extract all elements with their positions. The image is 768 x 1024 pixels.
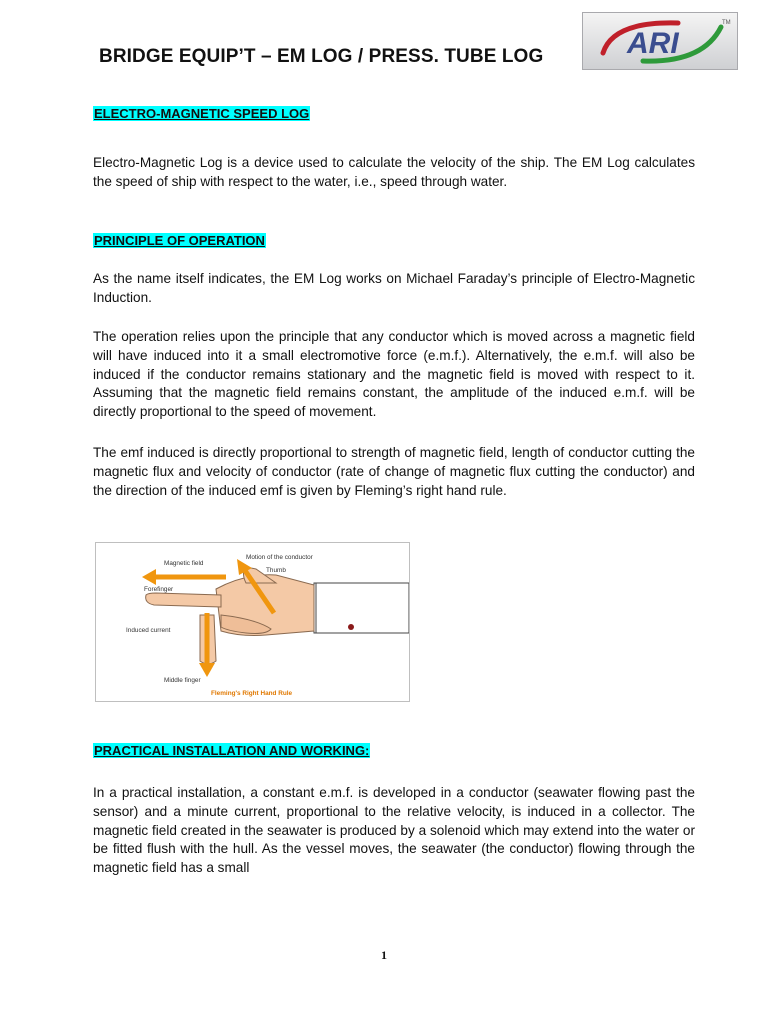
label-magnetic-field: Magnetic field <box>164 560 204 567</box>
label-thumb: Thumb <box>266 567 286 574</box>
paragraph: As the name itself indicates, the EM Log works on Michael Faraday’s principle of Electro-Magnetic Induction. <box>93 271 695 305</box>
logo-text: ARI <box>627 27 679 60</box>
label-forefinger: Forefinger <box>144 586 174 593</box>
section-heading-em-log: ELECTRO-MAGNETIC SPEED LOG <box>94 106 310 121</box>
section-heading-installation: PRACTICAL INSTALLATION AND WORKING: <box>94 743 370 758</box>
label-motion: Motion of the conductor <box>246 554 313 561</box>
figure-caption: Fleming's Right Hand Rule <box>211 690 293 697</box>
label-induced-current: Induced current <box>126 627 171 634</box>
flemings-right-hand-rule-figure <box>95 542 410 702</box>
paragraph: Electro-Magnetic Log is a device used to calculate the velocity of the ship. The EM Log calculates the speed of ship with respect to the water, i.e., speed through water. <box>93 155 695 189</box>
label-middle-finger: Middle finger <box>164 677 201 684</box>
paragraph: The operation relies upon the principle that any conductor which is moved across a magnetic field will have induced into it a small electromotive force (e.m.f.). Alternatively, the e.m.f. will also be induced if the conductor remains stationary and the magnetic field is moved with respect to it. Assuming that the magnetic field remains constant, the amplitude of the induced e.m.f. will be directly proportional to the speed of movement. <box>93 329 695 420</box>
page-title: BRIDGE EQUIP’T – EM LOG / PRESS. TUBE LOG <box>99 46 544 67</box>
page-number: 1 <box>381 948 387 962</box>
logo-tm: TM <box>722 20 731 26</box>
paragraph: The emf induced is directly proportional to strength of magnetic field, length of conductor cutting the magnetic flux and velocity of conductor (rate of change of magnetic flux cutting the conductor) and the direction of the induced emf is given by Fleming’s right hand rule. <box>93 445 695 498</box>
ari-logo <box>582 12 738 70</box>
paragraph: In a practical installation, a constant e.m.f. is developed in a conductor (seawater flowing past the sensor) and a minute current, proportional to the relative velocity, is induced in a collector. The magnetic field created in the seawater is produced by a solenoid which may extend into the water or be fitted flush with the hull. As the vessel moves, the seawater (the conductor) flowing through the magnetic field has a small <box>93 785 695 876</box>
cufflink-icon <box>348 624 354 630</box>
section-heading-principle: PRINCIPLE OF OPERATION <box>94 233 265 248</box>
